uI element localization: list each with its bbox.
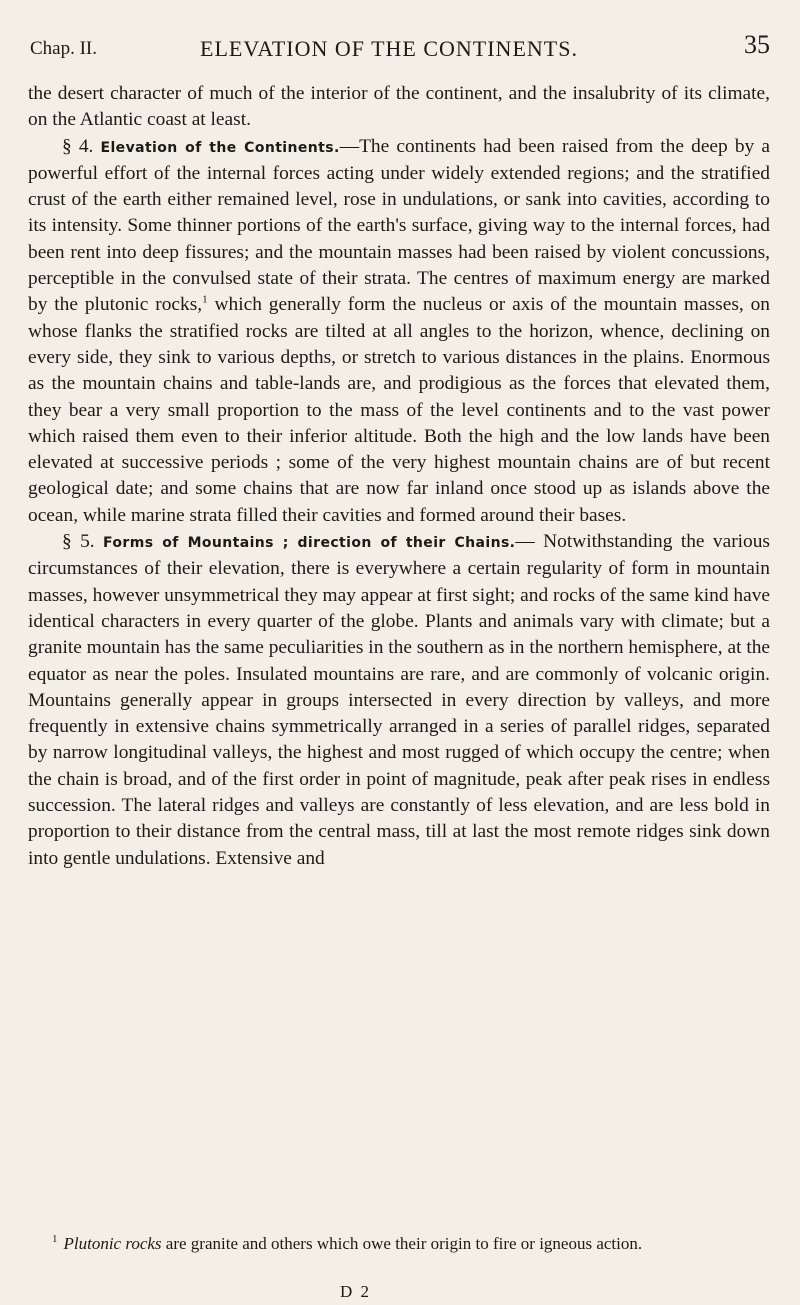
paragraph-continuation: the desert character of much of the interior of the continent, and the insalubrity of its climate, on the Atlantic coast at least. xyxy=(28,83,770,131)
paragraph-section-4 xyxy=(28,134,770,529)
section-heading: Forms of Mountains ; direction of their Chains. xyxy=(103,535,516,552)
footnote-term: Plutonic rocks xyxy=(63,1234,162,1253)
section-text: —The continents had been raised from the deep by a powerful effort of the internal forces acting under widely extended regions; and the stratified crust of the earth either remained level, rose in undulations, or sank into cavities, according to its intensity. Some thinner portions of the earth's surface, giving way to the internal forces, had been rent into deep fissures; and the mountain masses had been raised by violent concussions, perceptible in the convulsed state of their strata. The centres of maximum energy are marked by the plutonic rocks, xyxy=(28,135,770,316)
footnote xyxy=(52,1233,770,1254)
section-text-continued: which generally form the nucleus or axis of the mountain masses, on whose flanks the stratified rocks are tilted at all angles to the horizon, whence, declining on every side, they sink to various depths, or stretch to various distances in the plains. Enormous as the mountain chains and table-lands are, and prodigious as the forces that elevated them, they bear a very small proportion to the mass of the level continents and to the vast power which raised them even to their inferior altitude. Both the high and the low lands have been elevated at successive periods ; some of the very highest mountain chains are of but recent geological date; and some chains that are now far inland once stood up as islands above the ocean, while marine strata filled their cavities and formed around their bases. xyxy=(28,294,770,526)
section-number: § 4. xyxy=(62,135,94,157)
section-text: — Notwithstanding the various circumstances of their elevation, there is everywhere a certain regularity of form in mountain masses, however unsymmetrical they may appear at first sight; and rocks of the same kind have identical characters in every quarter of the globe. Plants and animals vary with climate; but a granite mountain has the same peculiarities in the southern as in the northern hemisphere, at the equator as near the poles. Insulated mountains are rare, and are commonly of volcanic origin. Mountains generally appear in groups intersected in every direction by valleys, and more frequently in extensive chains symmetrically arranged in a series of parallel ridges, separated by narrow longitudinal valleys, the highest and most rugged of which occupy the centre; when the chain is broad, and of the first order in point of magnitude, peak after peak rises in endless succession. The lateral ridges and valleys are constantly of less elevation, and are less bold in proportion to their distance from the central mass, till at last the most remote ridges sink down into gentle undulations. Extensive and xyxy=(28,531,771,869)
section-heading: Elevation of the Continents. xyxy=(100,139,340,156)
footnote-mark: 1 xyxy=(52,1233,58,1246)
footnote-text: are granite and others which owe their origin to fire or igneous action. xyxy=(161,1234,643,1253)
running-title: ELEVATION OF THE CONTINENTS. xyxy=(200,36,578,61)
page-number: 35 xyxy=(744,30,770,59)
body-text xyxy=(28,81,770,872)
chapter-label: Chap. II. xyxy=(30,38,98,59)
section-number: § 5. xyxy=(62,531,95,553)
signature-mark: D 2 xyxy=(340,1282,372,1301)
paragraph-section-5 xyxy=(28,529,770,872)
footnote-reference[interactable]: 1 xyxy=(202,293,208,306)
running-header xyxy=(30,30,770,70)
